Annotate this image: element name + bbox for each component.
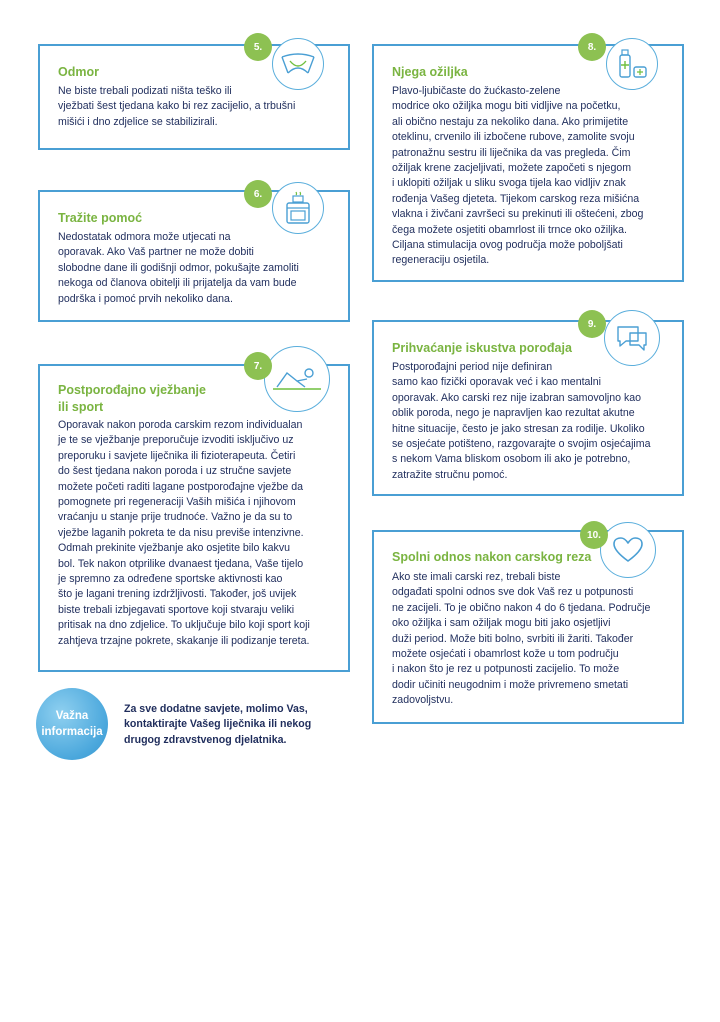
section-title: Njega ožiljka: [392, 65, 468, 79]
section-title: Tražite pomoć: [58, 211, 143, 225]
pelvic-floor-icon: [272, 38, 324, 90]
section-title: Spolni odnos nakon carskog reza: [392, 550, 592, 564]
section-number-badge: 6.: [244, 180, 272, 208]
section-body: Oporavak nakon poroda carskim rezom individualan je te se vježbanje preporučuje izvoditi isključivo uz preporuku i savjete liječnika ili fizioterapeuta. Četiri do šest tjedana nakon poroda i uz stručne savjete možete početi raditi lagane postporođajne vježbe da pomognete pri regeneraciji Vaših mišića i njihovom vraćanju u stanje prije trudnoće. Važno je da su to vježbe laganih pokreta te da nisu previše intenzivne. Odmah prekinite vježbanje ako osjetite bilo kakvu bol. Tek nakon otprilike dvanaest tjedana, Vaše tijelo je spremno za određene sportske aktivnosti kao što je lagani trening izdržljivosti. Također, još uvijek biste trebali izbjegavati sportove koji stvaraju veliki pritisak na dno zdjelice. To uključuje bilo koji sport koji zahtjeva trzajne pokrete, skakanje ili podizanje tereta.: [58, 419, 310, 647]
section-title: Prihvaćanje iskustva porođaja: [392, 341, 572, 355]
info-text: Za sve dodatne savjete, molimo Vas, kontaktirajte Vašeg liječnika ili nekog drugog zdravstvenog djelatnika.: [124, 703, 312, 746]
ointment-icon: [606, 38, 658, 90]
section-number-badge: 10.: [580, 521, 608, 549]
section-body: Ako ste imali carski rez, trebali biste odgađati spolni odnos sve dok Vaš rez u potpunosti ne zacijeli. To je obično nakon 4 do 6 tjedana. Područje oko ožiljka i sam ožiljak mogu biti jako osjetljivi duži period. Može biti bolno, svrbiti ili žariti. Također možete osjećati i obamrlost kože u tom području i nakon što je rez u potpunosti zacijelio. To može dodir učiniti neugodnim i može privremeno smetati zadovoljstvu.: [392, 571, 651, 707]
section-number-badge: 9.: [578, 310, 606, 338]
section-title: Postporođajno vježbanje ili sport: [58, 383, 206, 414]
exercise-icon: [264, 346, 330, 412]
stove-icon: [272, 182, 324, 234]
section-body: Ne biste trebali podizati ništa teško ili vježbati šest tjedana kako bi rez zacijelio, a trbušni mišići i dno zdjelice se stabilizirali.: [58, 85, 296, 128]
speech-bubble-icon: [604, 310, 660, 366]
section-number-badge: 7.: [244, 352, 272, 380]
important-info-badge: [36, 688, 108, 760]
info-badge-line-1: Važna: [55, 710, 89, 722]
section-title: Odmor: [58, 65, 99, 79]
section-number-badge: 8.: [578, 33, 606, 61]
section-body: Postporođajni period nije definiran samo kao fizički oporavak već i kao mentalni oporavak. Ako carski rez nije izabran samovoljno kao oblik poroda, nego je napravljen kao rezultat akutne hitne situacije, često je jako stresan za rodilje. Ukoliko se osjećate potišteno, razgovarajte o svojim osjećajima s nekom Vama bliskom osobom ili ako je potrebno, zatražite stručnu pomoć.: [392, 361, 651, 481]
section-body: Plavo-ljubičaste do žućkasto-zelene modrice oko ožiljka mogu biti vidljive na početku, ali obično nestaju za nekoliko dana. Ako primijetite oteklinu, crvenilo ili izbočene rubove, zamolite svoju patronažnu sestru ili liječnika da vas pregleda. Čim ožiljak krene zacjeljivati, možete započeti s njegom i uklopiti ožiljak u sliku svoga tijela kao vidljiv znak rođenja Vašeg djeteta. Tijekom carskog reza mišićna vlakna i živčani završeci su prekinuti ili oštećeni, zbog čega možete osjetiti obamrlost ili trnce oko ožiljka. Ciljana stimulacija ovog područja može poboljšati regeneraciju osjetila.: [392, 85, 644, 267]
section-number-badge: 5.: [244, 33, 272, 61]
heart-icon: [600, 522, 656, 578]
section-body: Nedostatak odmora može utjecati na oporavak. Ako Vaš partner ne može dobiti slobodne dane ili godišnji odmor, pokušajte zamoliti nekoga od članova obitelji ili prijatelja da vam bude podrška i pomoć prvih nekoliko dana.: [58, 231, 299, 305]
info-badge-line-2: informacija: [41, 726, 103, 738]
